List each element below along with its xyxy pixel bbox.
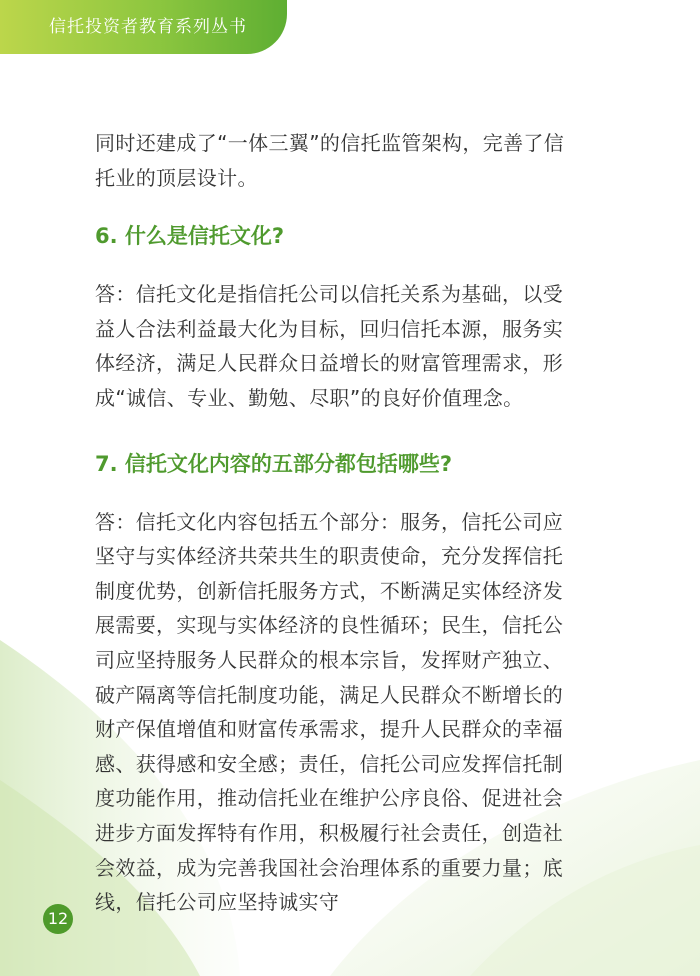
question-heading: 7. 信托文化内容的五部分都包括哪些? [95,451,453,476]
answer-paragraph: 答：信托文化是指信托公司以信托关系为基础，以受益人合法利益最大化为目标，回归信托本源，服务实体经济，满足人民群众日益增长的财富管理需求，形成“诚信、专业、勤勉、尽职”的良好价值理念。 [95,282,564,410]
page-number-badge: 12 [43,904,73,934]
answer-paragraph: 答：信托文化内容包括五个部分：服务，信托公司应坚守与实体经济共荣共生的职责使命，充分发挥信托制度优势，创新信托服务方式，不断满足实体经济发展需要，实现与实体经济的良性循环；民生，信托公司应坚持服务人民群众的根本宗旨，发挥财产独立、破产隔离等信托制度功能，满足人民群众不断增长的财产保值增值和财富传承需求，提升人民群众的幸福感、获得感和安全感；责任，信托公司应发挥信托制度功能作用，推动信托业在维护公序良俗、促进社会进步方面发挥特有作用，积极履行社会责任，创造社会效益，成为完善我国社会治理体系的重要力量；底线，信托公司应坚持诚实守 [95,509,564,915]
page-content [95,126,573,920]
question-heading: 6. 什么是信托文化? [95,224,285,249]
series-banner [0,0,287,54]
intro-paragraph: 同时还建成了“一体三翼”的信托监管架构，完善了信托业的顶层设计。 [95,131,565,190]
series-title: 信托投资者教育系列丛书 [49,17,247,37]
